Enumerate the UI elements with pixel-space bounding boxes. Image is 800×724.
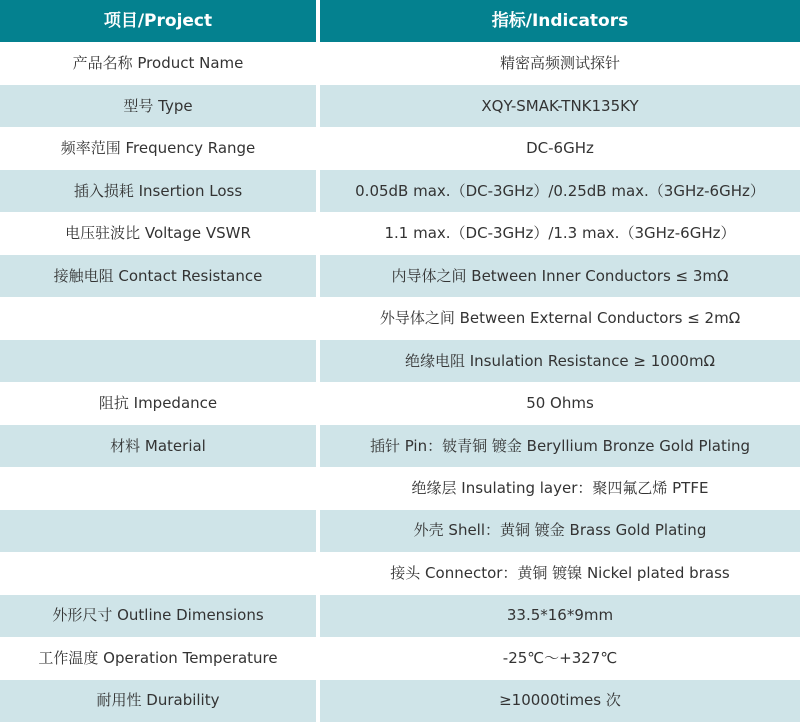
project-cell: 频率范围 Frequency Range (0, 127, 316, 169)
project-cell: 电压驻波比 Voltage VSWR (0, 212, 316, 254)
project-cell: 产品名称 Product Name (0, 42, 316, 84)
indicator-cell: 内导体之间 Between Inner Conductors ≤ 3mΩ (320, 255, 800, 297)
project-cell: 插入损耗 Insertion Loss (0, 170, 316, 212)
indicator-cell: -25℃～+327℃ (320, 637, 800, 679)
table-row (0, 552, 800, 594)
project-cell (0, 340, 316, 382)
indicator-cell: DC-6GHz (320, 127, 800, 169)
indicator-cell: 插针 Pin：铍青铜 镀金 Beryllium Bronze Gold Plating (320, 425, 800, 467)
table-row (0, 212, 800, 254)
indicator-cell: XQY-SMAK-TNK135KY (320, 85, 800, 127)
project-cell (0, 297, 316, 339)
indicator-cell: 绝缘层 Insulating layer：聚四氟乙烯 PTFE (320, 467, 800, 509)
table-row (0, 510, 800, 552)
project-cell: 工作温度 Operation Temperature (0, 637, 316, 679)
indicator-cell: 1.1 max.（DC-3GHz）/1.3 max.（3GHz-6GHz） (320, 212, 800, 254)
project-cell (0, 552, 316, 594)
table-row (0, 637, 800, 679)
table-row (0, 170, 800, 212)
indicator-cell: 外导体之间 Between External Conductors ≤ 2mΩ (320, 297, 800, 339)
indicator-cell: 0.05dB max.（DC-3GHz）/0.25dB max.（3GHz-6GHz） (320, 170, 800, 212)
table-row (0, 595, 800, 637)
table-row (0, 340, 800, 382)
table-row (0, 425, 800, 467)
indicator-cell: 绝缘电阻 Insulation Resistance ≥ 1000mΩ (320, 340, 800, 382)
table-row (0, 127, 800, 169)
table-row (0, 297, 800, 339)
indicator-cell: 50 Ohms (320, 382, 800, 424)
indicator-cell: ≥10000times 次 (320, 680, 800, 722)
table-row (0, 680, 800, 722)
project-cell (0, 467, 316, 509)
project-cell: 接触电阻 Contact Resistance (0, 255, 316, 297)
indicator-cell: 精密高频测试探针 (320, 42, 800, 84)
project-cell: 材料 Material (0, 425, 316, 467)
header-project: 项目/Project (0, 0, 316, 42)
project-cell (0, 510, 316, 552)
project-cell: 型号 Type (0, 85, 316, 127)
indicator-cell: 接头 Connector：黄铜 镀镍 Nickel plated brass (320, 552, 800, 594)
table-row (0, 42, 800, 84)
header-indicators: 指标/Indicators (320, 0, 800, 42)
project-cell: 外形尺寸 Outline Dimensions (0, 595, 316, 637)
project-cell: 阻抗 Impedance (0, 382, 316, 424)
table-header-row (0, 0, 800, 42)
indicator-cell: 33.5*16*9mm (320, 595, 800, 637)
table-row (0, 85, 800, 127)
table-row (0, 467, 800, 509)
indicator-cell: 外壳 Shell：黄铜 镀金 Brass Gold Plating (320, 510, 800, 552)
project-cell: 耐用性 Durability (0, 680, 316, 722)
table-row (0, 382, 800, 424)
table-row (0, 255, 800, 297)
